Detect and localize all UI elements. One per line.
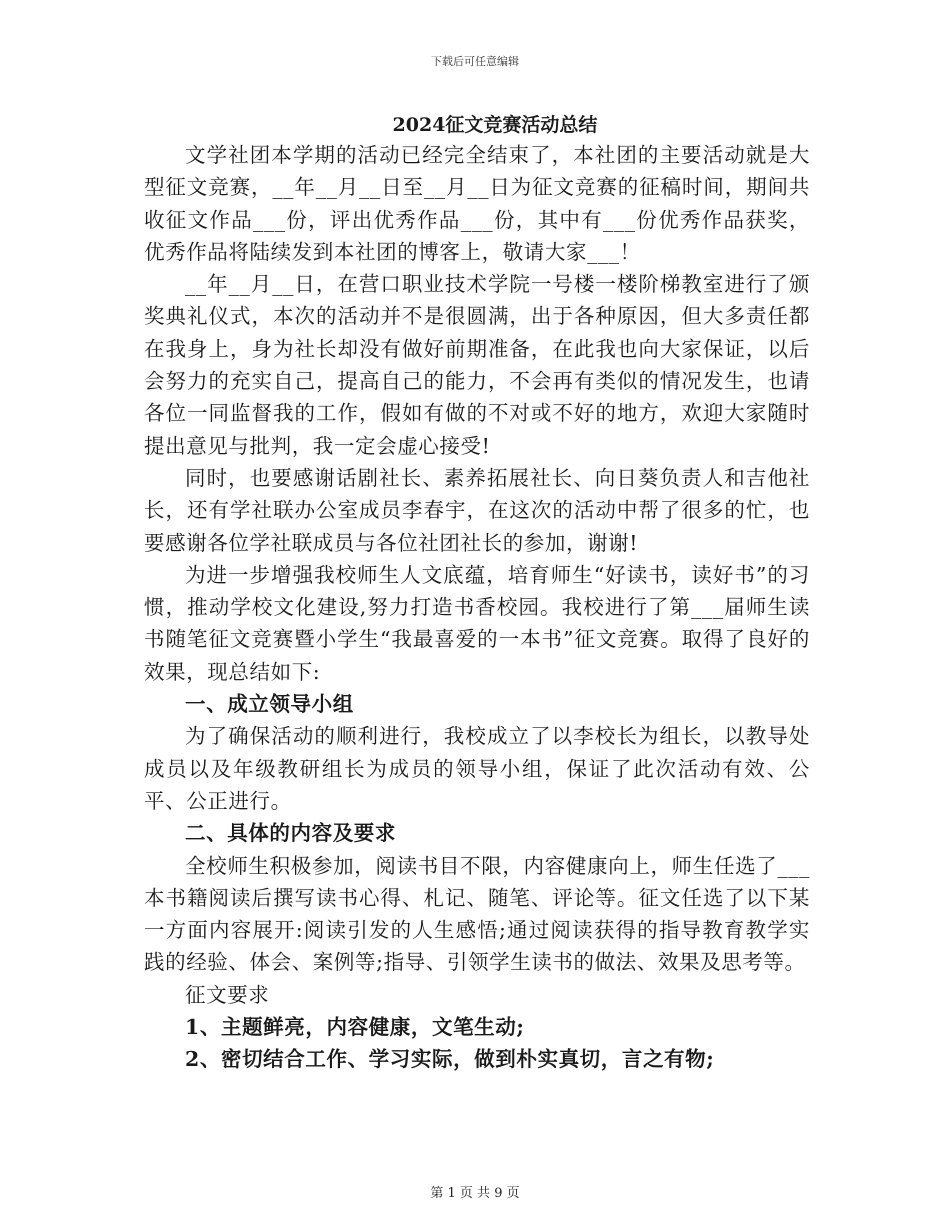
requirements-label: 征文要求 — [185, 982, 270, 1007]
requirement-item-1: 1、主题鲜亮，内容健康，文笔生动; — [185, 1015, 525, 1040]
paragraph-ceremony: __年__月__日，在营口职业技术学院一号楼一楼阶梯教室进行了颁奖典礼仪式，本次的活动并不是很圆满，出于各种原因，但大多责任都在我身上，身为社长却没有做好前期准备，在此我也向大家保证，以后会努力的充实自己，提高自己的能力，不会再有类似的情况发生，也请各位一同监督我的工作，假如有做的不对或不好的地方，欢迎大家随时提出意见与批判，我一定会虚心接受! — [144, 272, 810, 458]
section-heading-leadership: 一、成立领导小组 — [185, 692, 354, 717]
paragraph-content: 全校师生积极参加，阅读书目不限，内容健康向上，师生任选了___本书籍阅读后撰写读书心得、札记、随笔、评论等。征文任选了以下某一方面内容展开:阅读引发的人生感悟;通过阅读获得的指导教育教学实践的经验、体会、案例等;指导、引领学生读书的做法、效果及思考等。 — [144, 853, 810, 975]
page-number: 第 1 页 共 9 页 — [430, 1186, 520, 1201]
requirement-item-2: 2、密切结合工作、学习实际，做到朴实真切，言之有物; — [185, 1047, 715, 1072]
paragraph-thanks: 同时，也要感谢话剧社长、素养拓展社长、向日葵负责人和吉他社长，还有学社联办公室成员李春宇，在这次的活动中帮了很多的忙，也要感谢各位学社联成员与各位社团社长的参加，谢谢! — [144, 465, 810, 555]
document-body — [144, 139, 810, 1076]
paragraph-summary: 为进一步增强我校师生人文底蕴，培育师生“好读书，读好书”的习惯，推动学校文化建设,努力打造书香校园。我校进行了第___届师生读书随笔征文竞赛暨小学生“我最喜爱的一本书”征文竞赛。取得了良好的效果，现总结如下: — [144, 562, 810, 684]
paragraph-intro: 文学社团本学期的活动已经完全结束了，本社团的主要活动就是大型征文竞赛，__年__月__日至__月__日为征文竞赛的征稿时间，期间共收征文作品___份，评出优秀作品___份，其中有___份优秀作品获奖，优秀作品将陆续发到本社团的博客上，敬请大家___！ — [144, 143, 810, 264]
paragraph-leadership: 为了确保活动的顺利进行，我校成立了以李校长为组长，以教导处成员以及年级教研组长为成员的领导小组，保证了此次活动有效、公平、公正进行。 — [144, 724, 810, 813]
document-title: 2024征文竞赛活动总结 — [392, 114, 598, 136]
header-note: 下载后可任意编辑 — [431, 55, 519, 68]
section-heading-content: 二、具体的内容及要求 — [185, 821, 396, 846]
